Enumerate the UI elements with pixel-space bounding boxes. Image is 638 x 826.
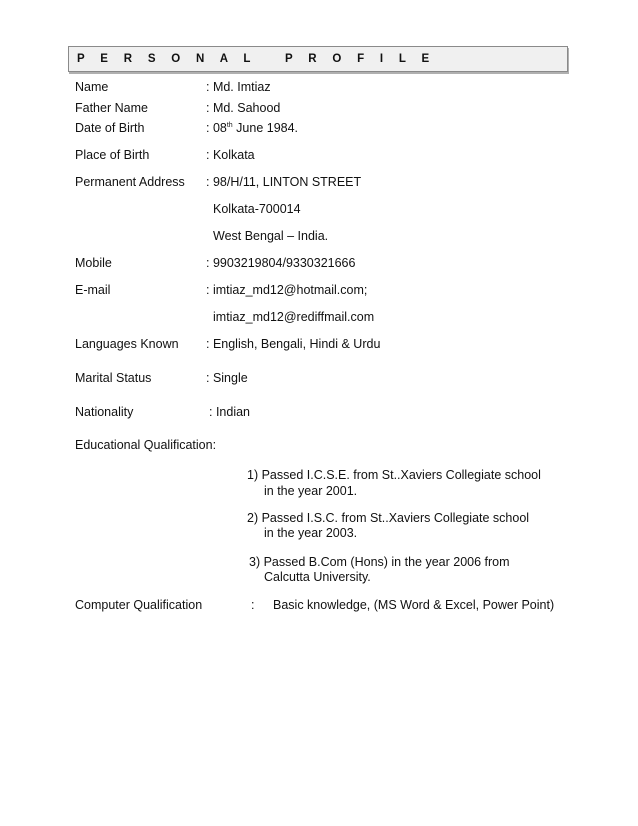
education-item-1-line-2: in the year 2001. — [264, 484, 358, 498]
marital-status-value: : Single — [206, 371, 248, 385]
address-line-1: : 98/H/11, LINTON STREET — [206, 175, 362, 189]
computer-qualification-label: Computer Qualification — [75, 598, 203, 612]
email-value-2: imtiaz_md12@rediffmail.com — [213, 310, 375, 324]
name-value: : Md. Imtiaz — [206, 80, 271, 94]
father-name-label: Father Name — [75, 101, 148, 115]
place-of-birth-label: Place of Birth — [75, 148, 150, 162]
place-of-birth-value: : Kolkata — [206, 148, 255, 162]
dob-value — [206, 121, 298, 136]
education-item-2-line-1: 2) Passed I.S.C. from St..Xaviers Collegiate school — [247, 511, 530, 525]
email-value-1: : imtiaz_md12@hotmail.com; — [206, 283, 368, 297]
dob-suffix: June 1984. — [232, 121, 299, 135]
father-name-value: : Md. Sahood — [206, 101, 281, 115]
education-item-1-line-1: 1) Passed I.C.S.E. from St..Xaviers Collegiate school — [247, 468, 541, 482]
address-label: Permanent Address — [75, 175, 185, 189]
education-item-3-line-2: Calcutta University. — [264, 570, 371, 584]
email-label: E-mail — [75, 283, 111, 297]
education-item-3-line-1: 3) Passed B.Com (Hons) in the year 2006 from — [249, 555, 510, 569]
education-item-2-line-2: in the year 2003. — [264, 526, 358, 540]
languages-value: : English, Bengali, Hindi & Urdu — [206, 337, 381, 351]
address-line-2: Kolkata-700014 — [213, 202, 301, 216]
languages-label: Languages Known — [75, 337, 179, 351]
computer-qualification-value: Basic knowledge, (MS Word & Excel, Power Point) — [273, 598, 555, 612]
nationality-label: Nationality — [75, 405, 134, 419]
personal-profile-header — [68, 46, 568, 72]
name-label: Name — [75, 80, 109, 94]
section-title: P E R S O N A L P R O F I L E — [77, 53, 436, 65]
mobile-value: : 9903219804/9330321666 — [206, 256, 356, 270]
dob-superscript: th — [226, 122, 233, 129]
nationality-value: : Indian — [209, 405, 251, 419]
computer-qualification-colon: : — [251, 598, 255, 612]
dob-prefix: : 08 — [206, 121, 227, 135]
dob-label: Date of Birth — [75, 121, 145, 135]
education-heading: Educational Qualification: — [75, 438, 217, 452]
mobile-label: Mobile — [75, 256, 112, 270]
address-line-3: West Bengal – India. — [213, 229, 329, 243]
marital-status-label: Marital Status — [75, 371, 152, 385]
